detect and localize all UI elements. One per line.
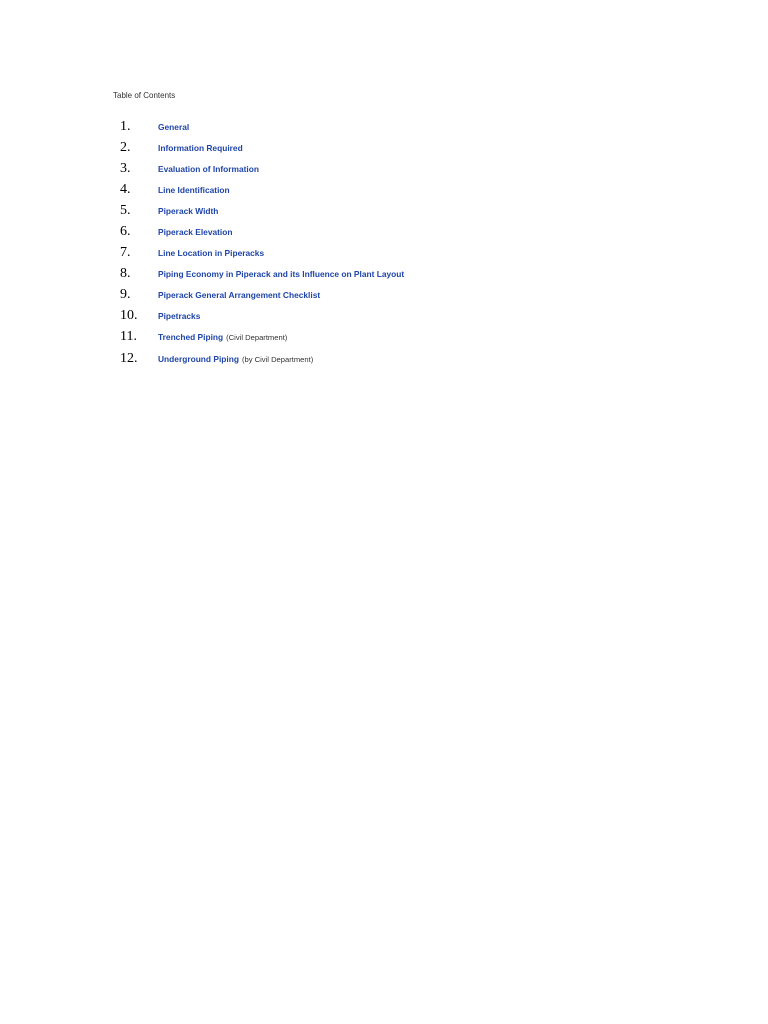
toc-item-number: 2. <box>120 140 131 156</box>
toc-item <box>120 161 404 182</box>
toc-item-number: 8. <box>120 266 131 282</box>
toc-item-number: 10. <box>120 308 138 324</box>
toc-item <box>120 266 404 287</box>
toc-link-pipetracks[interactable]: Pipetracks <box>158 311 201 322</box>
toc-item <box>120 287 404 308</box>
toc-item <box>120 329 404 350</box>
toc-heading: Table of Contents <box>113 91 176 100</box>
toc-item-number: 1. <box>120 119 131 134</box>
toc-item-number: 7. <box>120 245 131 261</box>
toc-item <box>120 140 404 161</box>
toc-item-number: 12. <box>120 350 138 366</box>
toc-link-evaluation-of-information[interactable]: Evaluation of Information <box>158 164 259 175</box>
toc-item-note: (Civil Department) <box>226 333 288 343</box>
toc-link-piping-economy[interactable]: Piping Economy in Piperack and its Influence on Plant Layout <box>158 269 405 280</box>
toc-link-piperack-width[interactable]: Piperack Width <box>158 206 219 217</box>
toc-item <box>120 203 404 224</box>
toc-link-underground-piping[interactable]: Underground Piping <box>158 353 239 364</box>
toc-item <box>120 224 404 245</box>
toc-item <box>120 308 404 329</box>
toc-link-piperack-general-arrangement-checklist[interactable]: Piperack General Arrangement Checklist <box>158 290 321 301</box>
toc-item-number: 4. <box>120 182 131 198</box>
toc-item-number: 9. <box>120 287 131 303</box>
toc-item-number: 3. <box>120 161 131 177</box>
toc-item <box>120 119 404 140</box>
toc-item <box>120 245 404 266</box>
toc-link-line-location-in-piperacks[interactable]: Line Location in Piperacks <box>158 248 265 259</box>
toc-list <box>120 119 404 372</box>
toc-item-number: 11. <box>120 329 137 345</box>
toc-link-piperack-elevation[interactable]: Piperack Elevation <box>158 227 233 238</box>
toc-item <box>120 182 404 203</box>
toc-link-line-identification[interactable]: Line Identification <box>158 185 230 196</box>
toc-item-number: 5. <box>120 203 131 219</box>
toc-link-general[interactable]: General <box>158 122 190 132</box>
toc-item-note: (by Civil Department) <box>241 354 314 364</box>
toc-item-number: 6. <box>120 224 131 240</box>
toc-link-trenched-piping[interactable]: Trenched Piping <box>158 332 224 343</box>
toc-item <box>120 351 404 372</box>
toc-link-information-required[interactable]: Information Required <box>158 143 243 154</box>
